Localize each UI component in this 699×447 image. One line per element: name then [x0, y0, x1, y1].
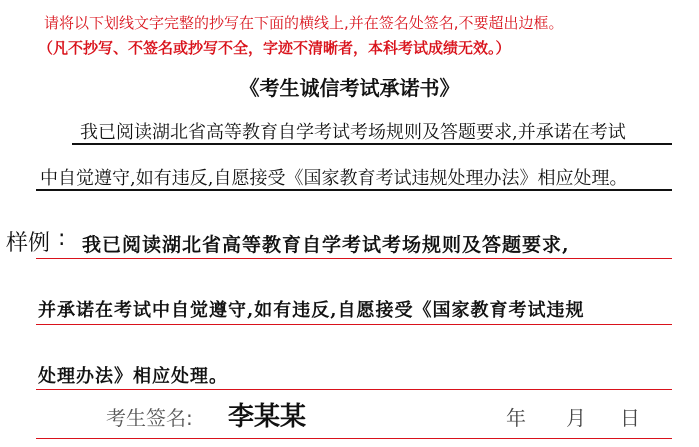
date-day-label: 日: [620, 406, 640, 430]
sample-colon: :: [58, 226, 66, 251]
writing-line-3[interactable]: [36, 389, 672, 390]
instruction-notice: 请将以下划线文字完整的抄写在下面的横线上,并在签名处签名,不要超出边框。: [44, 14, 564, 32]
signature-label: 考生签名:: [106, 406, 193, 430]
sample-handwriting-line-1: 我已阅读湖北省高等教育自学考试考场规则及答题要求,: [82, 234, 570, 256]
pledge-line-1: 我已阅读湖北省高等教育自学考试考场规则及答题要求,并承诺在考试: [80, 122, 626, 143]
writing-line-2[interactable]: [36, 324, 672, 325]
writing-line-1[interactable]: [36, 258, 672, 259]
signature-line[interactable]: [36, 438, 672, 439]
sample-label: 样例: [6, 231, 51, 256]
sample-handwriting-line-2: 并承诺在考试中自觉遵守,如有违反,自愿接受《国家教育考试违规: [38, 300, 585, 321]
pledge-underline-1: [72, 143, 672, 145]
sample-handwriting-line-3: 处理办法》相应处理。: [38, 366, 228, 387]
date-month-label: 月: [566, 406, 586, 430]
document-title: 《考生诚信考试承诺书》: [239, 76, 460, 100]
signature-name[interactable]: 李某某: [228, 402, 307, 432]
warning-notice: （凡不抄写、不签名或抄写不全，字迹不清晰者，本科考试成绩无效。）: [38, 39, 511, 57]
pledge-underline-2: [36, 189, 672, 191]
date-year-label: 年: [506, 406, 526, 430]
pledge-line-2: 中自觉遵守,如有违反,自愿接受《国家教育考试违规处理办法》相应处理。: [40, 168, 628, 189]
